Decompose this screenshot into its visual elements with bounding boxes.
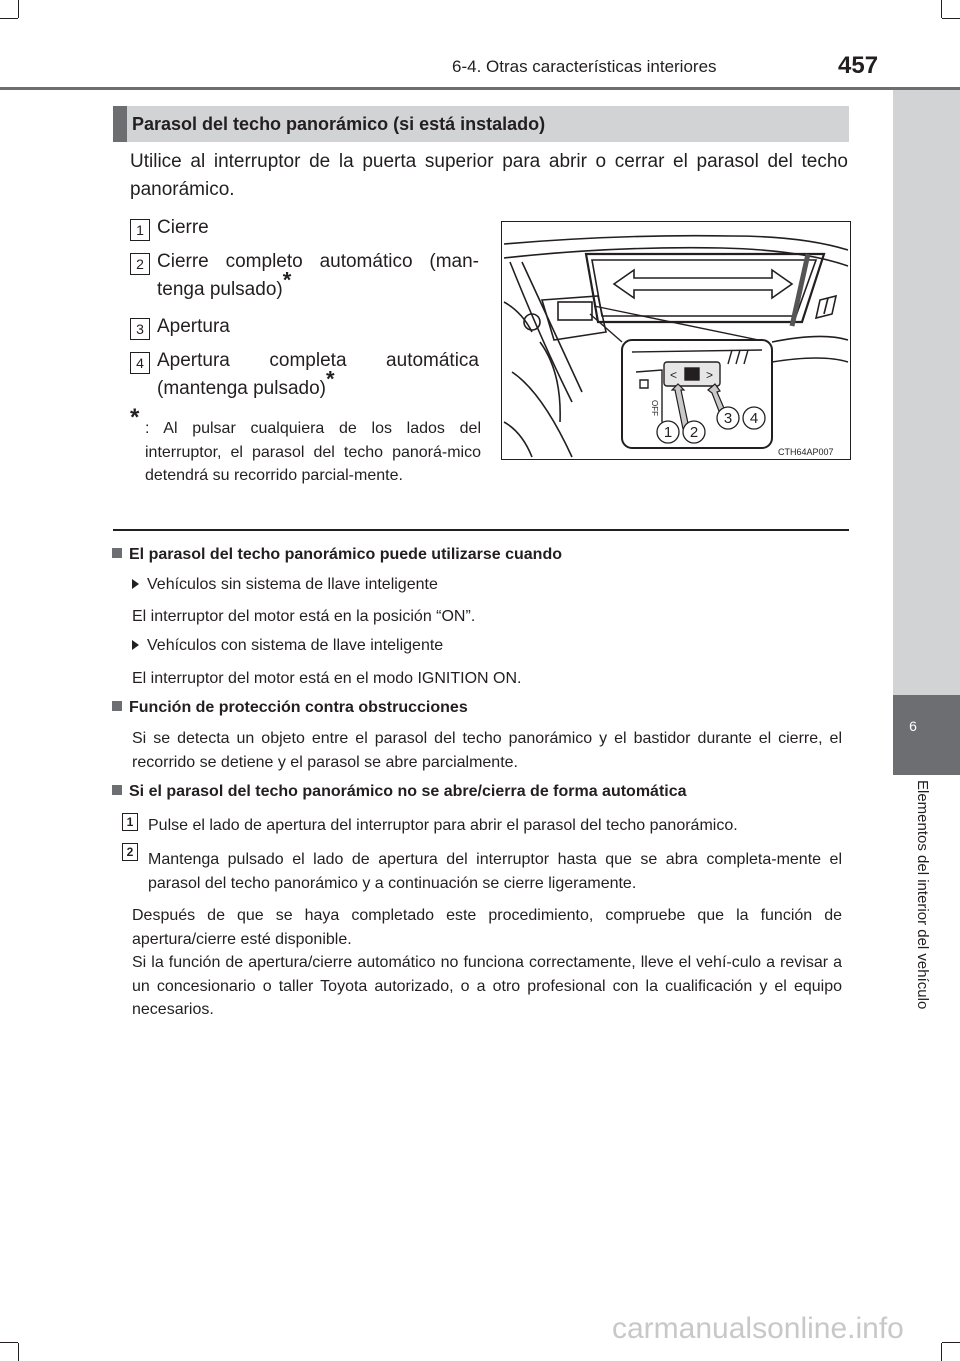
section-divider <box>113 529 849 531</box>
step-number-2: 2 <box>122 843 138 861</box>
note-heading-text: Si el parasol del techo panorámico no se abre/cierra de forma automática <box>129 783 687 800</box>
item-label: Cierre <box>157 217 209 238</box>
item-number-3: 3 <box>130 318 150 340</box>
note-heading-usage <box>112 546 562 564</box>
crop-mark <box>942 18 960 19</box>
condition-1-text: El interruptor del motor está en la posición “ON”. <box>132 608 476 625</box>
off-label: OFF <box>650 400 659 416</box>
chapter-number: 6 <box>909 718 917 734</box>
intro-paragraph: Utilice al interruptor de la puerta superior para abrir o cerrar el parasol del techo panorámico. <box>130 151 848 200</box>
crop-mark <box>18 1343 19 1361</box>
condition-1 <box>132 576 438 594</box>
step-2-text: Mantenga pulsado el lado de apertura del interruptor hasta que se abra completa-mente el parasol del techo panorámico y a continuación se cierre ligeramente. <box>148 851 842 892</box>
condition-2-text: El interruptor del motor está en el modo IGNITION ON. <box>132 670 522 687</box>
square-bullet-icon <box>112 701 122 711</box>
item-number-4: 4 <box>130 352 150 374</box>
footnote-text: : Al pulsar cualquiera de los lados del interruptor, el parasol del techo panorá-mico detendrá su recorrido parcial-mente. <box>145 420 481 484</box>
item-label: Cierre completo automático (man-tenga pulsado) <box>157 251 479 300</box>
condition-label: Vehículos con sistema de llave inteligente <box>147 637 444 654</box>
svg-text:<: < <box>670 368 678 382</box>
chapter-tab <box>893 695 960 775</box>
header-rule <box>0 87 960 90</box>
protection-text: Si se detecta un objeto entre el parasol del techo panorámico y el bastidor durante el cierre, el recorrido se detiene y el parasol se abre parcialmente. <box>132 730 842 771</box>
note-heading-auto <box>112 783 687 801</box>
condition-label: Vehículos sin sistema de llave inteligente <box>147 576 438 593</box>
callout-3: 3 <box>723 410 733 427</box>
step-number-1: 1 <box>122 813 138 831</box>
item-text-4 <box>157 347 479 403</box>
crop-mark <box>18 0 19 18</box>
note-heading-text: El parasol del techo panorámico puede utilizarse cuando <box>129 546 562 563</box>
side-tab-background <box>893 90 960 695</box>
triangle-bullet-icon <box>132 640 139 650</box>
item-label: Apertura <box>157 316 230 337</box>
crop-mark <box>941 1343 942 1361</box>
callout-1: 1 <box>663 424 673 441</box>
running-header: 6-4. Otras características interiores <box>452 57 717 76</box>
after-text-2: Si la función de apertura/cierre automático no funciona correctamente, lleve el vehí-culo a revisar a un concesionario o taller Toyota autorizado, o a otro profesional con la cualificación y el equipo necesarios. <box>132 954 842 1018</box>
illustration-drawing <box>502 222 850 459</box>
asterisk-icon: * <box>282 267 292 293</box>
item-text-2 <box>157 248 479 304</box>
step-1-text: Pulse el lado de apertura del interruptor para abrir el parasol del techo panorámico. <box>148 817 738 834</box>
asterisk-icon: * <box>326 366 335 392</box>
item-number-1: 1 <box>130 219 150 241</box>
figure-code: CTH64AP007 <box>778 447 834 457</box>
square-bullet-icon <box>112 548 122 558</box>
condition-2 <box>132 637 443 655</box>
crop-mark <box>941 0 942 18</box>
svg-text:>: > <box>706 368 714 382</box>
triangle-bullet-icon <box>132 579 139 589</box>
note-heading-text: Función de protección contra obstrucciones <box>129 699 468 716</box>
section-heading-bar <box>113 106 127 142</box>
after-text-1: Después de que se haya completado este procedimiento, compruebe que la función de apertura/cierre esté disponible. <box>132 907 842 948</box>
note-heading-protection <box>112 699 468 717</box>
crop-mark <box>942 1342 960 1343</box>
watermark: carmanualsonline.info <box>612 1312 904 1345</box>
section-title: Parasol del techo panorámico (si está instalado) <box>132 114 546 134</box>
chapter-label: Elementos del interior del vehículo <box>914 780 931 1010</box>
page-number: 457 <box>838 52 879 79</box>
square-bullet-icon <box>112 785 122 795</box>
callout-4: 4 <box>749 410 759 427</box>
item-label: Apertura completa automática (mantenga pulsado) <box>157 350 479 399</box>
item-number-2: 2 <box>130 253 150 275</box>
crop-mark <box>0 1342 18 1343</box>
item-text-3 <box>157 313 479 341</box>
item-text-1 <box>157 214 479 242</box>
crop-mark <box>0 18 18 19</box>
callout-2: 2 <box>689 424 699 441</box>
sunshade-switch-illustration <box>501 221 851 460</box>
footnote-marker: * <box>130 404 140 431</box>
